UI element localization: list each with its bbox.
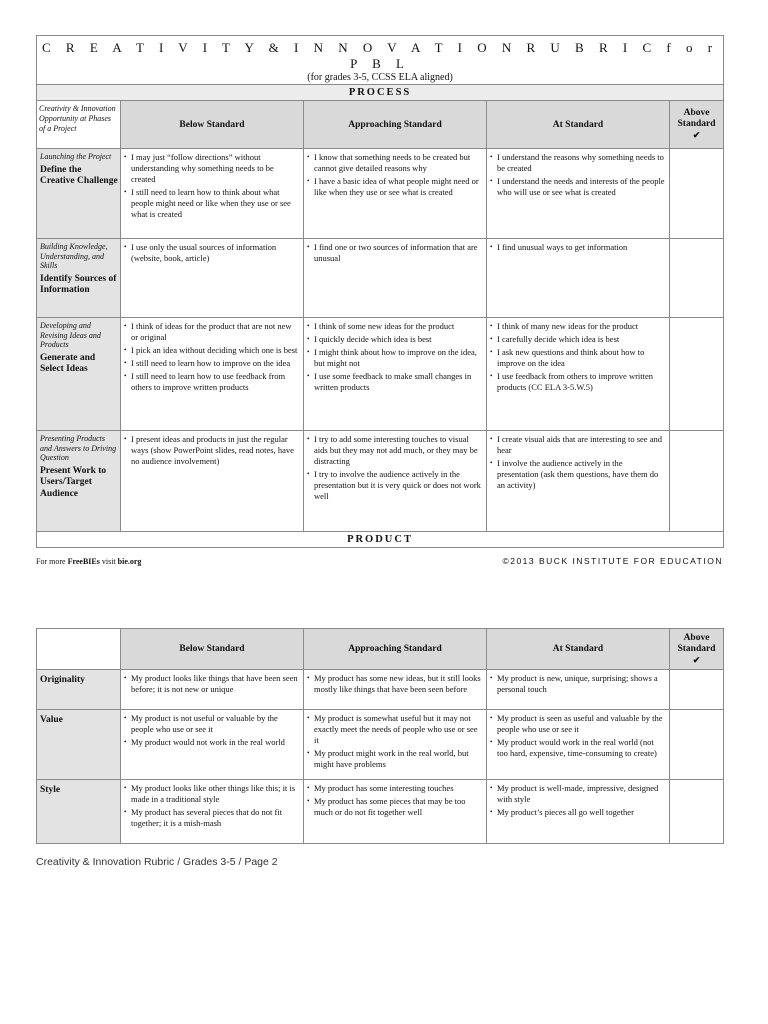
criteria-cell-approaching	[304, 780, 487, 844]
criteria-cell-at	[487, 670, 670, 710]
list-item: • I understand the needs and interests of the people who will use or see what is created	[490, 176, 666, 198]
list-item: • My product might work in the real world, but might have problems	[307, 748, 483, 770]
phase-name: Building Knowledge, Understanding, and Skills	[40, 242, 108, 271]
table-row	[37, 710, 724, 780]
criteria-list	[121, 670, 303, 695]
list-item: • My product has some new ideas, but it still looks mostly like things that have been seen before	[307, 673, 483, 695]
criteria-list	[121, 710, 303, 748]
criteria-cell-below	[121, 149, 304, 239]
list-item: • I present ideas and products in just the regular ways (show PowerPoint slides, read notes, have no audience involvement)	[124, 434, 300, 467]
phase-label-cell	[37, 431, 121, 532]
table-row	[37, 149, 724, 239]
criteria-cell-approaching	[304, 670, 487, 710]
phase-name: Launching the Project	[40, 152, 112, 161]
above-standard-label: Above Standard	[677, 108, 716, 129]
criteria-cell-above	[670, 780, 724, 844]
criteria-cell-above	[670, 149, 724, 239]
list-item: • I try to involve the audience actively in the presentation but it is very quick or does not work well	[307, 469, 483, 502]
criteria-cell-below	[121, 239, 304, 318]
list-item: • My product is seen as useful and valuable by the people who use or see it	[490, 713, 666, 735]
list-item: • I still need to learn how to improve on the idea	[124, 358, 300, 369]
criteria-list	[121, 431, 303, 467]
criteria-list	[304, 318, 486, 393]
list-item: • I ask new questions and think about how to improve on the idea	[490, 347, 666, 369]
list-item: • I know that something needs to be created but cannot give detailed reasons why	[307, 152, 483, 174]
table-row	[37, 239, 724, 318]
criteria-cell-below	[121, 431, 304, 532]
criteria-cell-at	[487, 431, 670, 532]
criterion-name: Style	[37, 780, 121, 844]
phase-label-cell	[37, 318, 121, 431]
criteria-cell-above	[670, 318, 724, 431]
list-item: • I find one or two sources of information that are unusual	[307, 242, 483, 264]
criteria-cell-at	[487, 318, 670, 431]
criteria-list	[487, 239, 669, 253]
list-item: • I still need to learn how to use feedback from others to improve written products	[124, 371, 300, 393]
column-header-below: Below Standard	[121, 101, 304, 149]
list-item: • I may just “follow directions” without understanding why something needs to be created	[124, 152, 300, 185]
table-row	[37, 780, 724, 844]
list-item: • My product’s pieces all go well together	[490, 807, 666, 818]
list-item: • I use only the usual sources of information (website, book, article)	[124, 242, 300, 264]
criteria-cell-below	[121, 670, 304, 710]
phase-label-cell	[37, 239, 121, 318]
product-column-header-at: At Standard	[487, 629, 670, 670]
criterion-name: Present Work to Users/Target Audience	[40, 465, 107, 499]
criteria-cell-above	[670, 239, 724, 318]
freebies-note: For more FreeBIEs visit bie.org	[36, 557, 142, 566]
freebies-link[interactable]: FreeBIEs	[67, 557, 100, 566]
list-item: • I use feedback from others to improve written products (CC ELA 3-5.W.5)	[490, 371, 666, 393]
product-rubric-table	[36, 628, 724, 844]
rubric-subtitle: (for grades 3-5, CCSS ELA aligned)	[307, 72, 453, 83]
page-footer-line	[36, 555, 723, 569]
product-check-mark-icon: ✔	[692, 654, 701, 665]
criteria-list	[121, 318, 303, 393]
criteria-list	[487, 431, 669, 491]
phase-name: Developing and Revising Ideas and Products	[40, 321, 101, 350]
criteria-cell-at	[487, 710, 670, 780]
list-item: • I still need to learn how to think about what people might need or like when they use or see what is created	[124, 187, 300, 220]
check-mark-icon: ✔	[692, 130, 701, 140]
criteria-list	[487, 710, 669, 759]
list-item: • I quickly decide which idea is best	[307, 334, 483, 345]
criteria-list	[304, 431, 486, 502]
column-header-approaching: Approaching Standard	[304, 101, 487, 149]
rubric-title-cell	[37, 36, 724, 85]
criteria-cell-at	[487, 780, 670, 844]
phase-name: Presenting Products and Answers to Driving Question	[40, 434, 117, 463]
list-item: • My product looks like things that have been seen before; it is not new or unique	[124, 673, 300, 695]
list-item: • I think of some new ideas for the product	[307, 321, 483, 332]
list-item: • My product is new, unique, surprising; shows a personal touch	[490, 673, 666, 695]
list-item: • I carefully decide which idea is best	[490, 334, 666, 345]
list-item: • My product looks like other things like this; it is made in a traditional style	[124, 783, 300, 805]
list-item: • I think of ideas for the product that are not new or original	[124, 321, 300, 343]
list-item: • My product is well-made, impressive, designed with style	[490, 783, 666, 805]
list-item: • I use some feedback to make small changes in written products	[307, 371, 483, 393]
list-item: • I pick an idea without deciding which one is best	[124, 345, 300, 356]
product-header-blank	[37, 629, 121, 670]
list-item: • My product is somewhat useful but it may not exactly meet the needs of people who use or see it	[307, 713, 483, 746]
product-column-header-above	[670, 629, 724, 670]
criteria-cell-below	[121, 780, 304, 844]
product-column-header-approaching: Approaching Standard	[304, 629, 487, 670]
page-number-footer: Creativity & Innovation Rubric / Grades 3-5 / Page 2	[36, 856, 278, 868]
list-item: • My product has some interesting touches	[307, 783, 483, 794]
criterion-name: Value	[37, 710, 121, 780]
list-item: • I create visual aids that are interesting to see and hear	[490, 434, 666, 456]
criteria-list	[304, 149, 486, 198]
product-column-header-below: Below Standard	[121, 629, 304, 670]
criterion-name: Originality	[37, 670, 121, 710]
phase-label-cell	[37, 149, 121, 239]
list-item: • My product would not work in the real world	[124, 737, 300, 748]
criteria-cell-above	[670, 710, 724, 780]
criteria-cell-below	[121, 710, 304, 780]
column-header-above	[670, 101, 724, 149]
criteria-cell-approaching	[304, 149, 487, 239]
criteria-cell-above	[670, 431, 724, 532]
criteria-list	[121, 149, 303, 220]
table-row	[37, 431, 724, 532]
criteria-cell-at	[487, 149, 670, 239]
copyright: ©2013 BUCK INSTITUTE FOR EDUCATION	[502, 556, 723, 566]
process-band: PROCESS	[37, 85, 724, 101]
criteria-cell-below	[121, 318, 304, 431]
table-row	[37, 670, 724, 710]
list-item: • I involve the audience actively in the presentation (ask them questions, have them do an activity)	[490, 458, 666, 491]
criteria-list	[304, 780, 486, 818]
table-row	[37, 318, 724, 431]
criteria-list	[487, 780, 669, 818]
criterion-name: Generate and Select Ideas	[40, 352, 96, 375]
criteria-list	[121, 780, 303, 829]
phase-column-header: Creativity & Innovation Opportunity at Phases of a Project	[37, 101, 121, 149]
list-item: • My product is not useful or valuable by the people who use or see it	[124, 713, 300, 735]
product-rows	[37, 670, 724, 844]
criteria-list	[487, 670, 669, 695]
criteria-list	[304, 239, 486, 264]
process-rows	[37, 149, 724, 532]
process-rubric-table	[36, 35, 724, 548]
list-item: • I might think about how to improve on the idea, but might not	[307, 347, 483, 369]
list-item: • My product has several pieces that do not fit together; it is a mish-mash	[124, 807, 300, 829]
criteria-cell-approaching	[304, 239, 487, 318]
criteria-cell-approaching	[304, 431, 487, 532]
criteria-list	[121, 239, 303, 264]
list-item: • I find unusual ways to get information	[490, 242, 666, 253]
criteria-list	[304, 710, 486, 770]
criteria-cell-approaching	[304, 318, 487, 431]
criteria-list	[487, 149, 669, 198]
criterion-name: Define the Creative Challenge	[40, 164, 118, 187]
criteria-cell-above	[670, 670, 724, 710]
product-above-standard-label: Above Standard	[677, 632, 716, 654]
list-item: • I understand the reasons why something needs to be created	[490, 152, 666, 174]
bie-link[interactable]: bie.org	[117, 557, 142, 566]
criteria-list	[304, 670, 486, 695]
column-header-at: At Standard	[487, 101, 670, 149]
list-item: • I try to add some interesting touches to visual aids but they may not add much, or they may be distracting	[307, 434, 483, 467]
criteria-cell-at	[487, 239, 670, 318]
criteria-cell-approaching	[304, 710, 487, 780]
list-item: • My product has some pieces that may be too much or do not fit together well	[307, 796, 483, 818]
list-item: • My product would work in the real world (not too hard, expensive, time-consuming to create)	[490, 737, 666, 759]
criteria-list	[487, 318, 669, 393]
criterion-name: Identify Sources of Information	[40, 273, 117, 296]
product-band: PRODUCT	[37, 532, 724, 548]
list-item: • I think of many new ideas for the product	[490, 321, 666, 332]
rubric-title: C R E A T I V I T Y & I N N O V A T I O N R U B R I C f o r P B L	[42, 40, 719, 71]
list-item: • I have a basic idea of what people might need or like when they use or see what is created	[307, 176, 483, 198]
